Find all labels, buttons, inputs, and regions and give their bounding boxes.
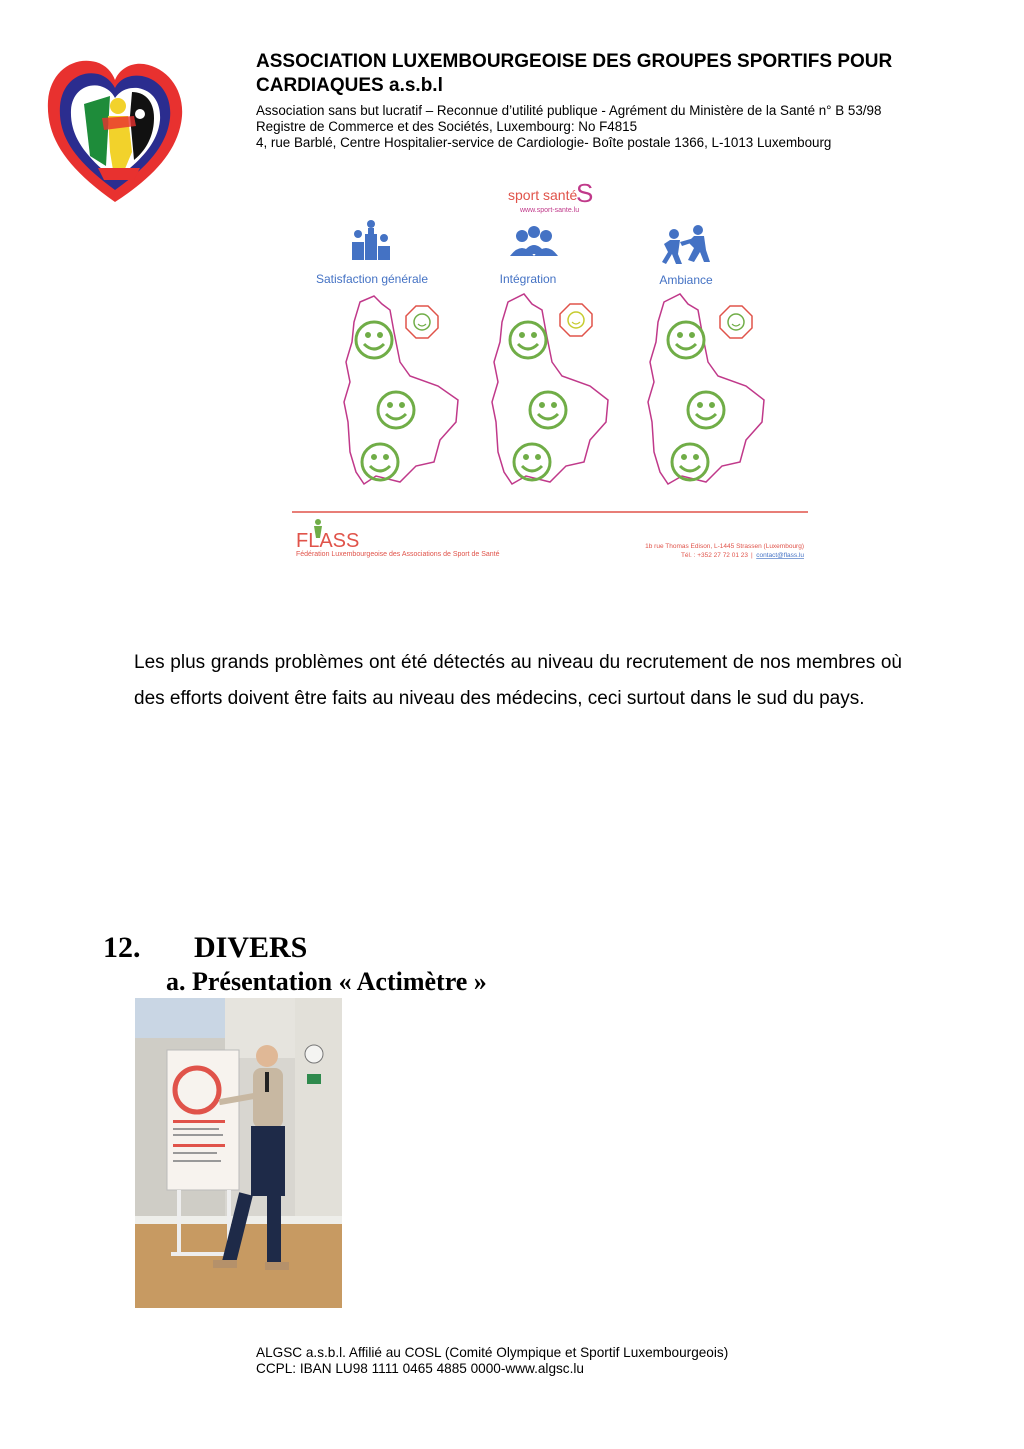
neutral-smiley-badge-icon xyxy=(406,306,438,338)
sport-sante-logo: sport santé xyxy=(508,187,578,203)
subsection-heading: a. Présentation « Actimètre » xyxy=(166,967,487,996)
footer-affiliation: ALGSC a.s.b.l. Affilié au COSL (Comité Olympique et Sportif Luxembourgeois) xyxy=(256,1345,729,1360)
smiley-icon xyxy=(378,392,414,428)
section-heading xyxy=(103,930,307,966)
federation-name: Fédération Luxembourgeoise des Associations de Sport de Santé xyxy=(296,551,500,558)
association-logo xyxy=(44,56,186,204)
registration-line: Association sans but lucratif – Reconnue d’utilité publique - Agrément du Ministère de la Santé n° B 53/98 xyxy=(256,103,882,118)
smiley-icon xyxy=(530,392,566,428)
flass-logo: FLASS xyxy=(296,530,360,552)
page-footer xyxy=(256,1345,976,1377)
smiley-icon xyxy=(510,322,546,358)
smiley-icon xyxy=(668,322,704,358)
smiley-icon xyxy=(672,444,708,480)
registry-line: Registre de Commerce et des Sociétés, Luxembourg: No F4815 xyxy=(256,119,638,134)
group-icon xyxy=(510,226,558,256)
luxembourg-map-3 xyxy=(648,294,764,484)
podium-icon xyxy=(352,220,390,260)
address-line: 4, rue Barblé, Centre Hospitalier-service de Cardiologie- Boîte postale 1366, L-1013 Luxembourg xyxy=(256,135,832,150)
category-label-integration: Intégration xyxy=(499,272,557,286)
federation-phone: Tél. : +352 27 72 01 23 xyxy=(680,552,748,559)
footer-bank: CCPL: IBAN LU98 1111 0465 4885 0000-www.algsc.lu xyxy=(256,1361,584,1376)
smiley-icon xyxy=(514,444,550,480)
section-title: DIVERS xyxy=(194,931,308,964)
smiley-icon xyxy=(356,322,392,358)
association-details xyxy=(256,103,976,151)
sport-sante-mark: S xyxy=(576,178,594,208)
body-paragraph: Les plus grands problèmes ont été détectés au niveau du recrutement de nos membres où des efforts doivent être faits au niveau des médecins, ceci surtout dans le sud du pays. xyxy=(134,652,902,709)
presentation-photo xyxy=(135,998,342,1308)
luxembourg-map-1 xyxy=(344,296,458,484)
neutral-smiley-badge-icon xyxy=(560,304,592,336)
survey-results-image xyxy=(290,172,810,564)
federation-address: 1b rue Thomas Edison, L-1445 Strassen (Luxembourg) xyxy=(645,543,804,550)
smiley-icon xyxy=(688,392,724,428)
smiley-icon xyxy=(362,444,398,480)
dancing-people-icon xyxy=(662,225,710,264)
luxembourg-map-2 xyxy=(492,294,608,484)
category-label-satisfaction: Satisfaction générale xyxy=(315,272,429,286)
neutral-smiley-badge-icon xyxy=(720,306,752,338)
section-number: 12. xyxy=(103,931,141,964)
category-label-ambiance: Ambiance xyxy=(659,273,713,287)
federation-email: contact@flass.lu xyxy=(756,552,804,559)
separator-bar: | xyxy=(751,552,753,559)
sport-sante-url: www.sport-sante.lu xyxy=(520,207,580,214)
association-name: ASSOCIATION LUXEMBOURGEOISE DES GROUPES SPORTIFS POUR CARDIAQUES a.s.b.l xyxy=(256,51,893,96)
